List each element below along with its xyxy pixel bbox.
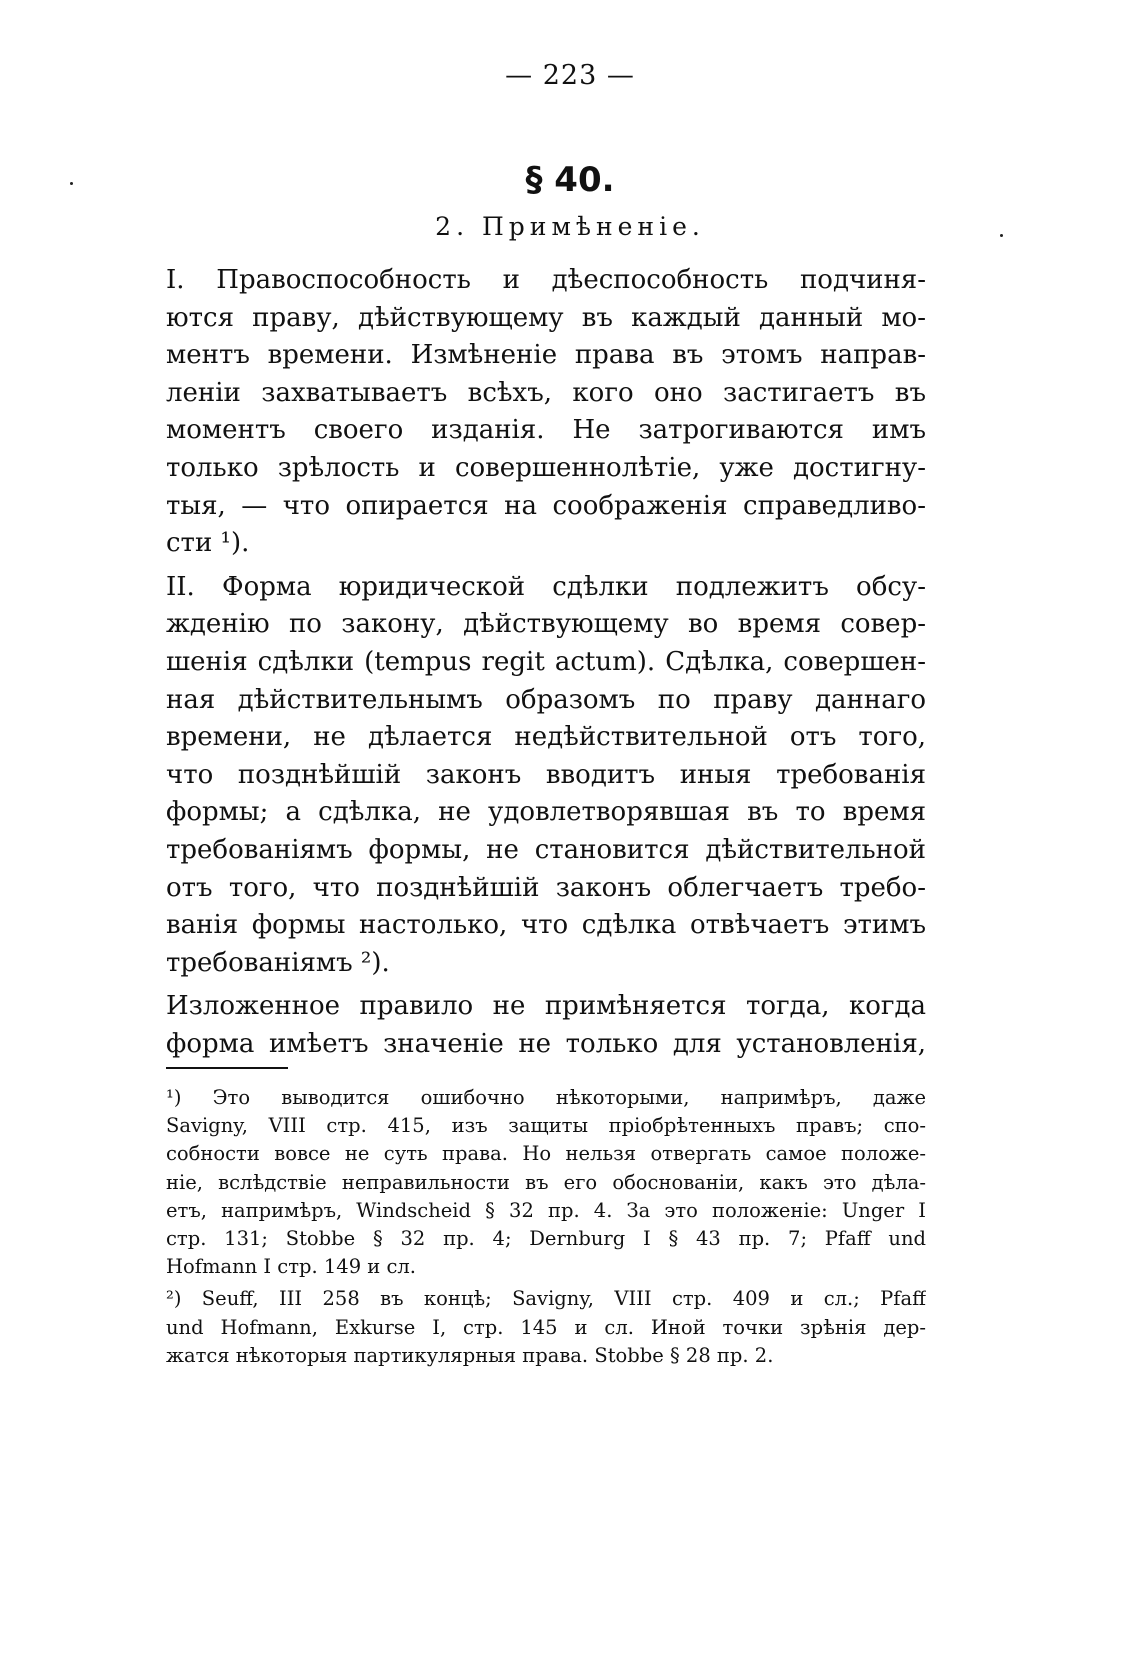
footnote-separator [166,1067,288,1069]
text-line: Изложенное правило не примѣняется тогда, когда [166,991,926,1022]
footnote-line: ¹) Это выводится ошибочно нѣкоторыми, напримѣръ, даже [166,1086,926,1109]
text-line: II. Форма юридической сдѣлки подлежитъ обсу- [166,571,926,602]
text-line: форма имѣетъ значеніе не только для установленія, [166,1028,926,1059]
text-line: что позднѣйшій законъ вводитъ иныя требованія [166,759,926,790]
text-line: тыя, — что опирается на соображенія справедливо- [166,490,926,521]
section-number: § 40. [525,160,615,200]
text-line: ются праву, дѣйствующему въ каждый данный мо- [166,302,926,333]
text-line: ная дѣйствительнымъ образомъ по праву даннаго [166,684,926,715]
footnote-1 [166,1084,926,1281]
footnote-line: und Hofmann, Exkurse I, стр. 145 и сл. Иной точки зрѣнія дер- [166,1315,926,1339]
footnote-line: Hofmann I стр. 149 и сл. [166,1255,417,1279]
text-line: отъ того, что позднѣйшій законъ облегчаетъ требо- [166,872,926,903]
paragraph-rule-exception [166,988,926,1063]
main-text [166,262,926,1063]
text-line: только зрѣлость и совершеннолѣтіе, уже достигну- [166,452,926,483]
text-line: шенія сдѣлки (tempus regit actum). Сдѣлка, совершен- [166,646,926,677]
text-line: I. Правоспособность и дѣеспособность подчиня- [166,265,926,295]
text-line: ментъ времени. Измѣненіе права въ этомъ направ- [166,340,926,371]
paragraph-form-of-transaction [166,569,926,983]
text-line: формы; а сдѣлка, не удовлетворявшая въ то время [166,797,926,828]
footnote-line: Savigny, VIII стр. 415, изъ защиты пріобрѣтенныхъ правъ; спо- [166,1114,926,1138]
footnote-line: собности вовсе не суть права. Но нельзя отвергать самое положе- [166,1142,926,1166]
scan-speck [1000,234,1003,237]
page-number: — 223 — [505,60,635,91]
footnote-line: жатся нѣкоторыя партикулярныя права. Stobbe § 28 пр. 2. [166,1343,774,1367]
footnote-line: етъ, напримѣръ, Windscheid § 32 пр. 4. За это положеніе: Unger I [166,1198,926,1222]
footnote-line: ніе, вслѣдствіе неправильности въ его обоснованіи, какъ это дѣла- [166,1170,926,1194]
text-line: сти ¹). [166,528,250,559]
text-line: леніи захватываетъ всѣхъ, кого оно застигаетъ въ [166,377,926,408]
section-title: 2. Примѣненіе. [435,212,705,241]
footnote-line: стр. 131; Stobbe § 32 пр. 4; Dernburg I § 43 пр. 7; Pfaff und [166,1226,926,1250]
text-line: жденію по закону, дѣйствующему во время совер- [166,609,926,640]
footnote-line: ²) Seuff, III 258 въ концѣ; Savigny, VIII стр. 409 и сл.; Pfaff [166,1287,926,1311]
paragraph-legal-capacity [166,262,926,563]
footnotes [166,1084,926,1370]
scan-speck [70,182,73,185]
text-line: времени, не дѣлается недѣйствительной отъ того, [166,722,926,753]
text-line: моментъ своего изданія. Не затрогиваются имъ [166,415,926,446]
text-line: требованіямъ ²). [166,947,390,978]
text-line: требованіямъ формы, не становится дѣйствительной [166,834,926,865]
text-line: ванія формы настолько, что сдѣлка отвѣчаетъ этимъ [166,910,926,941]
footnote-2 [166,1285,926,1370]
